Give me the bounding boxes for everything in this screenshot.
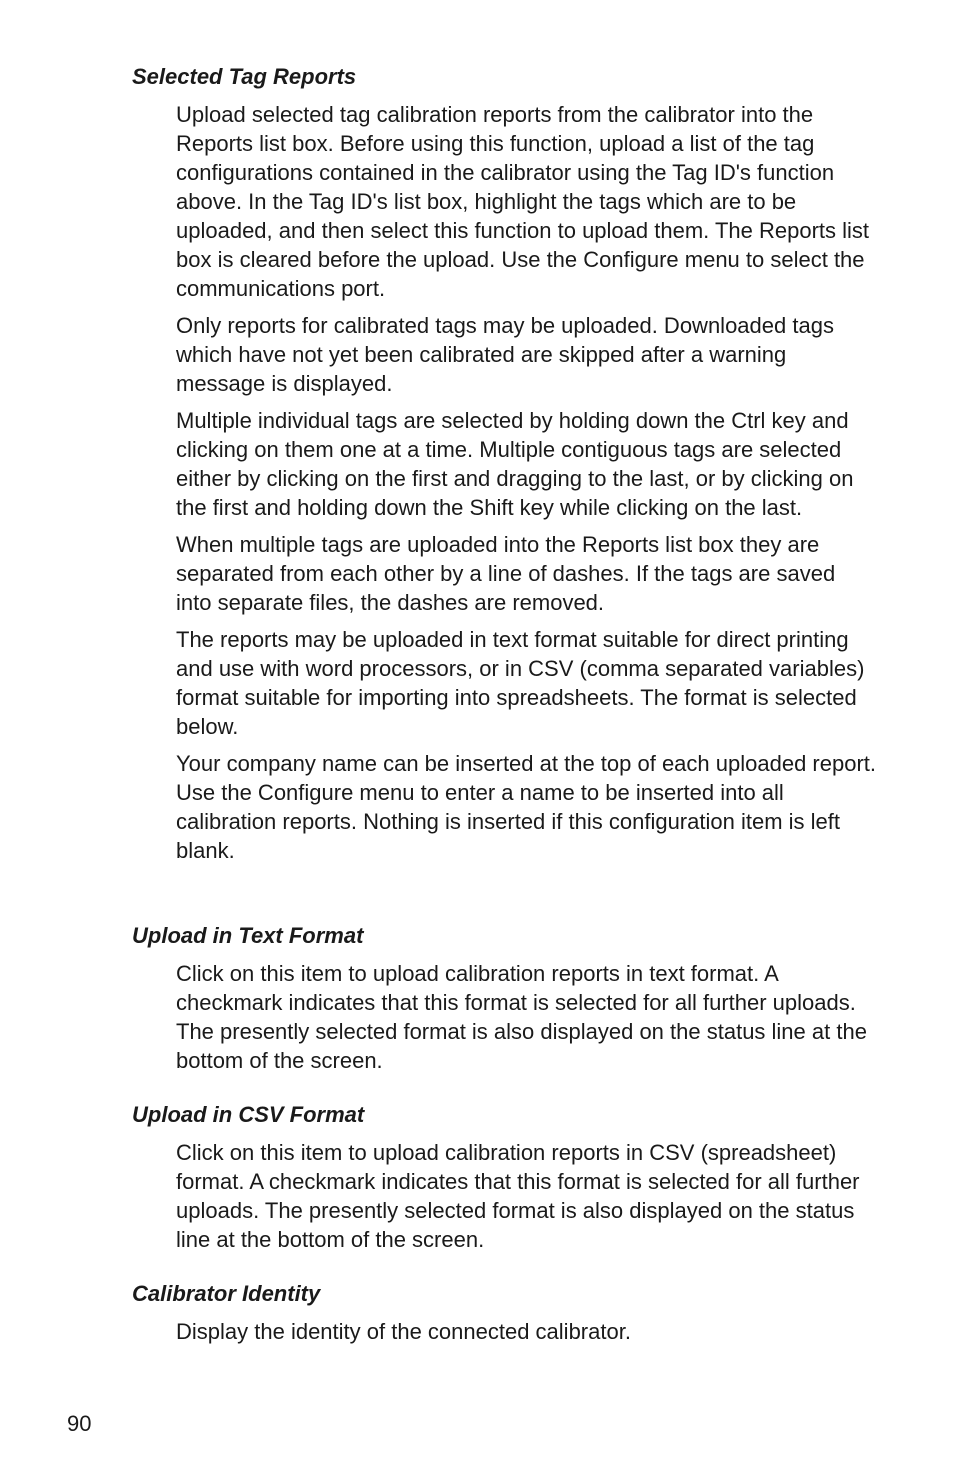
paragraph: Display the identity of the connected calibrator. bbox=[176, 1319, 631, 1344]
paragraph: Multiple individual tags are selected by holding down the Ctrl key and clicking on them one at a time. Multiple contiguous tags are selected either by clicking on the first and dragging to the last, or by clicking on the first and holding down the Shift key while clicking on the last. bbox=[176, 408, 854, 520]
section-heading: Upload in Text Format bbox=[132, 923, 364, 948]
section-body bbox=[132, 959, 872, 1075]
paragraph: Your company name can be inserted at the top of each uploaded report. Use the Configure menu to enter a name to be inserted into all calibration reports. Nothing is inserted if this configuration item is left blank. bbox=[176, 751, 876, 863]
paragraph: Click on this item to upload calibration reports in text format. A checkmark indicates that this format is selected for all further uploads. The presently selected format is also displayed on the status line at the bottom of the screen. bbox=[176, 961, 867, 1073]
section-upload-csv-format bbox=[132, 1101, 872, 1254]
section-upload-text-format bbox=[132, 922, 872, 1075]
paragraph: Only reports for calibrated tags may be uploaded. Downloaded tags which have not yet been calibrated are skipped after a warning message is displayed. bbox=[176, 313, 834, 396]
paragraph: Upload selected tag calibration reports from the calibrator into the Reports list box. Before using this function, upload a list of the tag configurations contained in the calibrator using the Tag ID's function above. In the Tag ID's list box, highlight the tags which are to be uploaded, and then select this function to upload them. The Reports list box is cleared before the upload. Use the Configure menu to select the communications port. bbox=[176, 102, 870, 301]
section-calibrator-identity bbox=[132, 1280, 872, 1346]
section-body bbox=[132, 1138, 872, 1254]
section-heading: Upload in CSV Format bbox=[132, 1102, 365, 1127]
section-selected-tag-reports bbox=[132, 63, 876, 865]
section-body bbox=[132, 1317, 872, 1346]
section-heading: Selected Tag Reports bbox=[132, 64, 357, 89]
section-heading: Calibrator Identity bbox=[132, 1281, 321, 1306]
paragraph: When multiple tags are uploaded into the Reports list box they are separated from each other by a line of dashes. If the tags are saved into separate files, the dashes are removed. bbox=[176, 532, 836, 615]
paragraph: Click on this item to upload calibration reports in CSV (spreadsheet) format. A checkmark indicates that this format is selected for all further uploads. The presently selected format is also displayed on the status line at the bottom of the screen. bbox=[176, 1140, 860, 1252]
paragraph: The reports may be uploaded in text format suitable for direct printing and use with word processors, or in CSV (comma separated variables) format suitable for importing into spreadsheets. The format is selected below. bbox=[176, 627, 865, 739]
section-body bbox=[132, 100, 876, 865]
page-number: 90 bbox=[67, 1411, 92, 1436]
